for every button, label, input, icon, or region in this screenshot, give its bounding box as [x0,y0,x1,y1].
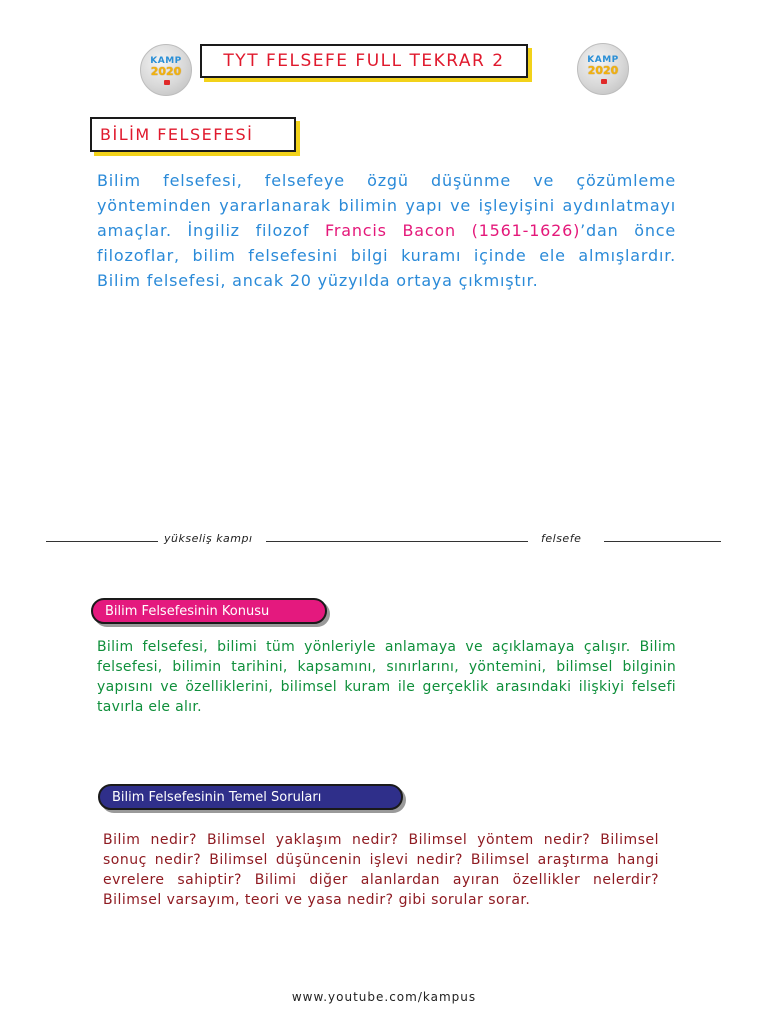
badge-right-year: 2020 [587,64,619,77]
footer-url: www.youtube.com/kampus [291,990,477,1004]
subject-heading: Bilim Felsefesinin Konusu [91,598,327,624]
subject-paragraph: Bilim felsefesi, bilimi tüm yönleriyle anlamaya ve açıklamaya çalışır. Bilim felsefesi, bilimin tarihini, kapsamını, sınırlarını, yöntemini, bilimsel bilginin yapısını ve özelliklerini, bilimsel kuram ile gerçeklik arasındaki ilişkiyi felsefi tavırla ele alır. [97,639,676,715]
questions-heading: Bilim Felsefesinin Temel Soruları [98,784,403,810]
divider-label-left: yükseliş kampı [164,532,253,545]
francis-bacon-highlight: Francis Bacon (1561-1626) [325,221,581,240]
divider-line-right [604,541,721,542]
intro-text-after: ’dan önce filozoflar, bilim felsefesini bilgi kuramı içinde ele almışlardır. Bilim felsefesi, ancak 20 yüzyılda ortaya çıkmıştır. [97,221,677,290]
page-title: TYT FELSEFE FULL TEKRAR 2 [200,44,528,78]
divider-line-middle [266,541,528,542]
section-title: BİLİM FELSEFESİ [90,117,296,152]
play-icon [601,79,607,84]
questions-paragraph: Bilim nedir? Bilimsel yaklaşım nedir? Bilimsel yöntem nedir? Bilimsel sonuç nedir? Bilimsel düşüncenin işlevi nedir? Bilimsel araştırma hangi evrelere sahiptir? Bilimi diğer alanlardan ayıran özellikler nelerdir? Bilimsel varsayım, teori ve yasa nedir? gibi sorular sorar. [103,832,659,908]
badge-right-label: KAMP [587,55,619,65]
intro-paragraph [97,168,676,293]
badge-left-label: KAMP [150,56,182,66]
badge-left-year: 2020 [150,65,182,78]
divider-line-left [46,541,158,542]
divider-label-right: felsefe [541,532,582,545]
kamp-2020-badge-left [140,44,192,96]
intro-text-before: Bilim felsefesi, felsefeye özgü düşünme ve çözümleme yönteminden yararlanarak bilimin yapı ve işleyişini aydınlatmayı amaçlar. İngiliz filozof [97,171,676,240]
kamp-2020-badge-right [577,43,629,95]
play-icon [164,80,170,85]
